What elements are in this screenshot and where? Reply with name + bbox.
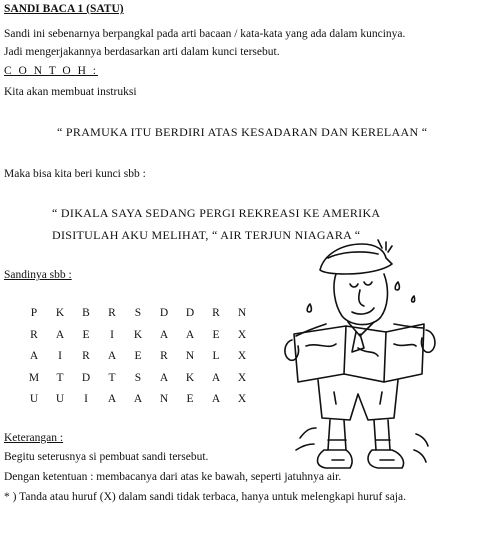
cipher-cell: K xyxy=(55,307,65,319)
keterangan-line-3: * ) Tanda atau huruf (X) dalam sandi tidak terbaca, hanya untuk melengkapi huruf saja. xyxy=(4,491,406,503)
cipher-cell: A xyxy=(211,393,221,405)
cipher-cell: B xyxy=(82,307,90,319)
cipher-cell: X xyxy=(237,350,247,362)
cipher-cell: R xyxy=(82,350,90,362)
cipher-cell: E xyxy=(82,329,90,341)
cipher-cell: A xyxy=(107,350,117,362)
cipher-cell: A xyxy=(133,393,143,405)
cipher-cell: M xyxy=(28,372,40,384)
cipher-cell: S xyxy=(134,372,142,384)
cipher-cell: S xyxy=(134,307,142,319)
cipher-cell: A xyxy=(29,350,39,362)
cipher-cell: R xyxy=(30,329,38,341)
cipher-cell: A xyxy=(211,372,221,384)
key-intro: Maka bisa kita beri kunci sbb : xyxy=(4,168,146,180)
cipher-cell: A xyxy=(159,372,169,384)
example-intro: Kita akan membuat instruksi xyxy=(4,86,137,98)
cipher-cell: N xyxy=(185,350,195,362)
cipher-cell: N xyxy=(159,393,169,405)
sandi-heading: Sandinya sbb : xyxy=(4,269,72,281)
keterangan-line-2: Dengan ketentuan : membacanya dari atas ke bawah, seperti jatuhnya air. xyxy=(4,471,342,483)
cipher-cell: K xyxy=(133,329,143,341)
cipher-cell: I xyxy=(58,350,62,362)
keterangan-line-1: Begitu seterusnya si pembuat sandi tersebut. xyxy=(4,451,209,463)
cipher-cell: D xyxy=(81,372,91,384)
contoh-heading: C O N T O H : xyxy=(4,65,98,77)
page-title: SANDI BACA 1 (SATU) xyxy=(4,3,124,15)
cipher-cell: X xyxy=(237,393,247,405)
cipher-cell: N xyxy=(237,307,247,319)
cipher-cell: A xyxy=(107,393,117,405)
cipher-cell: E xyxy=(134,350,142,362)
intro-line-2: Jadi mengerjakannya berdasarkan arti dalam kunci tersebut. xyxy=(4,46,280,58)
cipher-cell: L xyxy=(212,350,220,362)
cipher-cell: P xyxy=(30,307,38,319)
cipher-cell: X xyxy=(237,372,247,384)
instruction-quote: “ PRAMUKA ITU BERDIRI ATAS KESADARAN DAN KERELAAN “ xyxy=(57,125,428,139)
cipher-cell: I xyxy=(110,329,114,341)
keterangan-heading: Keterangan : xyxy=(4,432,64,444)
cipher-cell: K xyxy=(185,372,195,384)
cipher-cell: U xyxy=(55,393,65,405)
cipher-cell: I xyxy=(84,393,88,405)
intro-line-1: Sandi ini sebenarnya berpangkal pada arti bacaan / kata-kata yang ada dalam kuncinya. xyxy=(4,28,406,40)
cipher-cell: R xyxy=(108,307,116,319)
cipher-cell: R xyxy=(160,350,168,362)
cipher-cell: D xyxy=(185,307,195,319)
cipher-cell: T xyxy=(56,372,64,384)
cipher-cell: T xyxy=(108,372,116,384)
scout-reading-map-cartoon xyxy=(266,224,438,478)
key-quote-line-1: “ DIKALA SAYA SEDANG PERGI REKREASI KE AMERIKA xyxy=(52,206,381,220)
cipher-cell: E xyxy=(212,329,220,341)
cipher-cell: X xyxy=(237,329,247,341)
cipher-cell: A xyxy=(159,329,169,341)
key-quote-line-2: DISITULAH AKU MELIHAT, “ AIR TERJUN NIAGARA “ xyxy=(52,228,361,242)
cipher-cell: A xyxy=(55,329,65,341)
cipher-cell: A xyxy=(185,329,195,341)
cipher-cell: U xyxy=(29,393,39,405)
cipher-cell: R xyxy=(212,307,220,319)
cipher-cell: E xyxy=(186,393,194,405)
cipher-cell: D xyxy=(159,307,169,319)
